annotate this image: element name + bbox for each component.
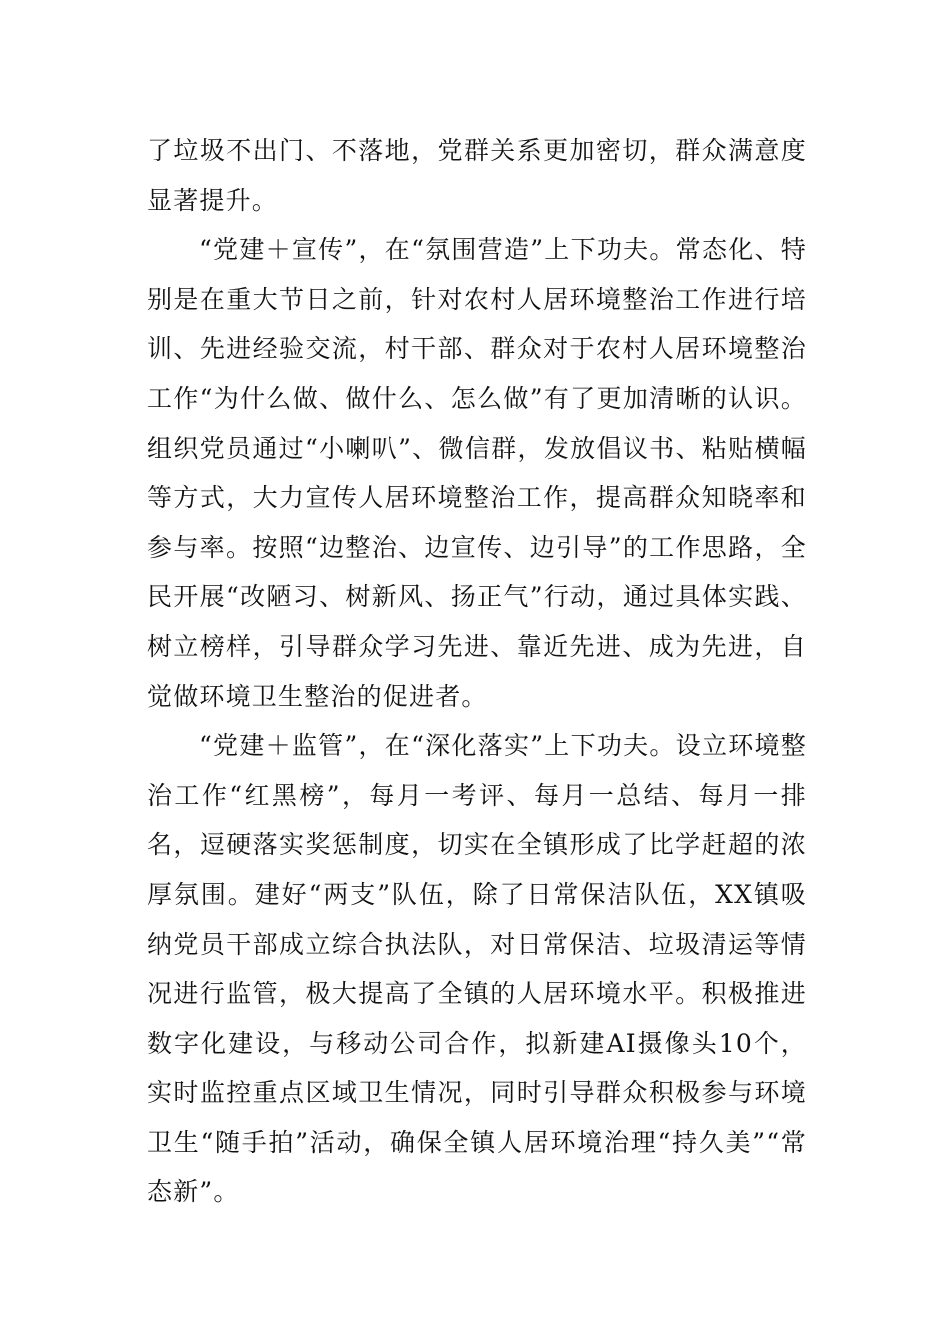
paragraph-publicity: “党建＋宣传”，在“氛围营造”上下功夫。常态化、特别是在重大节日之前，针对农村人居环境整治工作进行培训、先进经验交流，村干部、群众对于农村人居环境整治工作“为什么做、做什么、怎么做”有了更加清晰的认识。组织党员通过“小喇叭”、微信群，发放倡议书、粘贴横幅等方式，大力宣传人居环境整治工作，提高群众知晓率和参与率。按照“边整治、边宣传、边引导”的工作思路，全民开展“改陋习、树新风、扬正气”行动，通过具体实践、树立榜样，引导群众学习先进、靠近先进、成为先进，自觉做环境卫生整治的促进者。	[147, 235, 807, 711]
document-body	[147, 126, 807, 1217]
paragraph-supervision: “党建＋监管”，在“深化落实”上下功夫。设立环境整治工作“红黑榜”，每月一考评、每月一总结、每月一排名，逗硬落实奖惩制度，切实在全镇形成了比学赶超的浓厚氛围。建好“两支”队伍，除了日常保洁队伍，XX镇吸纳党员干部成立综合执法队，对日常保洁、垃圾清运等情况进行监管，极大提高了全镇的人居环境水平。积极推进数字化建设，与移动公司合作，拟新建AI摄像头10个，实时监控重点区域卫生情况，同时引导群众积极参与环境卫生“随手拍”活动，确保全镇人居环境治理“持久美”“常态新”。	[147, 731, 807, 1207]
paragraph-continuation: 了垃圾不出门、不落地，党群关系更加密切，群众满意度显著提升。	[147, 136, 807, 215]
